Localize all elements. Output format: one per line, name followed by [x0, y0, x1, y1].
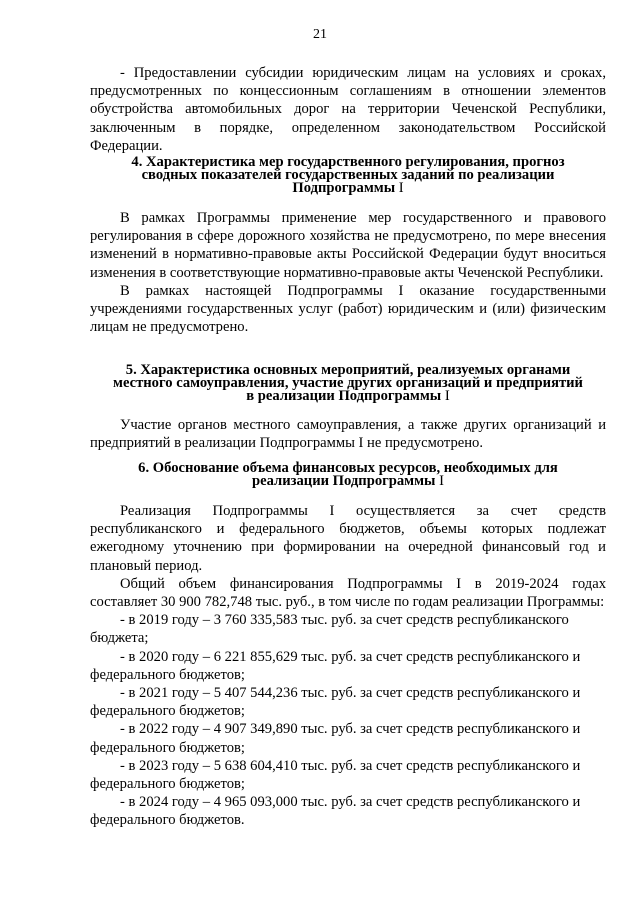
section-5-heading-line-3 — [90, 390, 606, 403]
section-6-heading — [90, 462, 606, 488]
section-5-paragraph-1: Участие органов местного самоуправления, а также других организаций и предприятий в реализации Подпрограммы I не предусмотрено. — [90, 417, 606, 452]
subsidies-paragraph: - Предоставлении субсидии юридическим лицам на условиях и сроках, предусмотренных по концессионным соглашениям в отношении элементов обустройства автомобильных дорог на территории Чеченской Республики, заключенным в порядке, определенном законодательством Российской Федерации. — [90, 65, 606, 154]
section-5-heading-line-3-text: в реализации Подпрограммы — [246, 388, 442, 405]
section-4-heading-roman-numeral: I — [395, 180, 404, 197]
section-6-body — [90, 502, 606, 830]
section-4-heading-line-2: сводных показателей государственных заданий по реализации — [141, 167, 555, 184]
funding-year-item: - в 2019 году – 3 760 335,583 тыс. руб. за счет средств республиканского бюджета; — [90, 612, 569, 647]
section-4-body — [90, 209, 606, 336]
section-4-heading — [90, 156, 606, 196]
section-6-heading-line-2 — [90, 475, 606, 488]
section-4-paragraph-1: В рамках Программы применение мер государственного и правового регулирования в сфере дорожного хозяйства не предусмотрено, по мере внесения изменений в нормативно-правовые акты Российской Федерации будут вноситься изменения в соответствующие нормативно-правовые акты Чеченской Республики. — [90, 210, 606, 281]
section-6-paragraph-2: Общий объем финансирования Подпрограммы I в 2019-2024 годах составляет 30 900 782,748 тыс. руб., в том числе по годам реализации Программы: — [90, 575, 606, 611]
section-5-heading — [90, 364, 606, 404]
funding-year-item: - в 2021 году – 5 407 544,236 тыс. руб. за счет средств республиканского и федерального бюджетов; — [90, 685, 581, 720]
section-5-heading-line-2: местного самоуправления, участие других организаций и предприятий — [113, 375, 583, 392]
page-number: 21 — [313, 27, 327, 42]
section-5-heading-line-1: 5. Характеристика основных мероприятий, реализуемых органами — [125, 362, 571, 378]
section-4-heading-line-3-text: Подпрограммы — [292, 180, 396, 197]
section-4-paragraph-2: В рамках настоящей Подпрограммы I оказание государственными учреждениями государственных услуг (работ) юридическим и (или) физическим лицам не предусмотрено. — [90, 282, 606, 336]
section-4-heading-line-3 — [90, 182, 606, 195]
section-6-heading-roman-numeral: I — [435, 473, 444, 490]
funding-year-item: - в 2024 году – 4 965 093,000 тыс. руб. за счет средств республиканского и федерального бюджетов. — [90, 794, 581, 829]
section-6-heading-line-1: 6. Обоснование объема финансовых ресурсов, необходимых для — [138, 460, 558, 476]
subsidies-paragraph-block — [90, 64, 606, 155]
funding-year-item: - в 2020 году – 6 221 855,629 тыс. руб. за счет средств республиканского и федерального бюджетов; — [90, 648, 581, 683]
section-5-heading-roman-numeral: I — [441, 388, 450, 405]
section-4-heading-line-1: 4. Характеристика мер государственного регулирования, прогноз — [131, 154, 565, 170]
section-6-heading-line-2-text: реализации Подпрограммы — [252, 473, 436, 490]
section-6-paragraph-1: Реализация Подпрограммы I осуществляется за счет средств республиканского и федерального бюджетов, объемы которых подлежат ежегодному уточнению при формировании на очередной финансовый год и плановый период. — [90, 503, 606, 574]
funding-year-item: - в 2022 году – 4 907 349,890 тыс. руб. за счет средств республиканского и федерального бюджетов; — [90, 721, 581, 756]
section-5-body — [90, 416, 606, 452]
funding-year-item: - в 2023 году – 5 638 604,410 тыс. руб. за счет средств республиканского и федерального бюджетов; — [90, 757, 581, 793]
